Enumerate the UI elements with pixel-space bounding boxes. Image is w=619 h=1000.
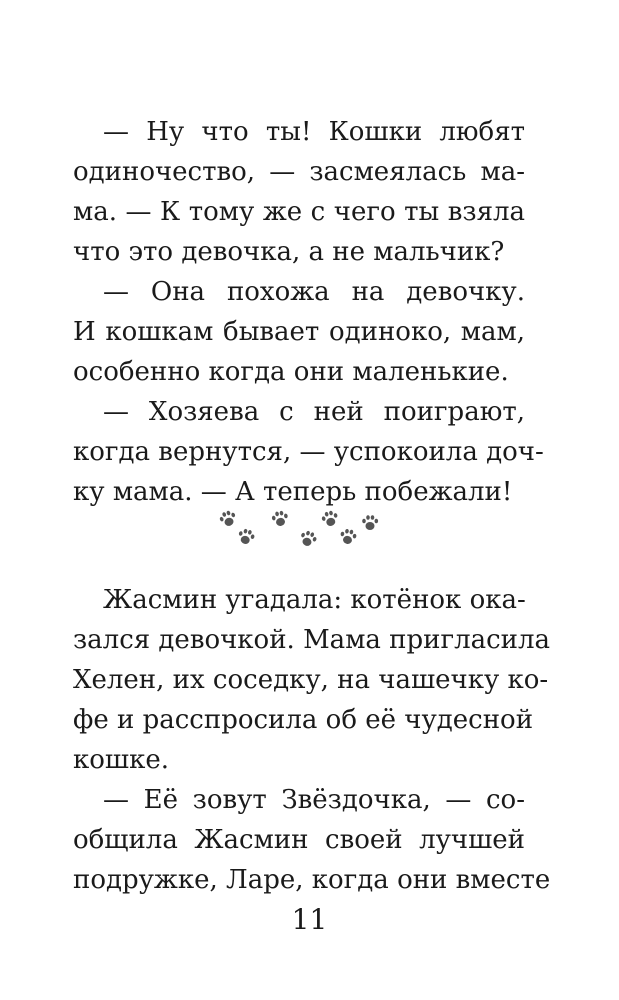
text-line: — Она похожа на девочку. (103, 277, 525, 307)
text-line: особенно когда они маленькие. (73, 357, 509, 387)
text-line: Хелен, их соседку, на чашечку ко- (73, 665, 549, 695)
text-line: И кошкам бывает одиноко, мам, (73, 317, 525, 347)
paw-print-icon (295, 526, 321, 552)
text-line: одиночество, — засмеялась ма- (73, 157, 525, 187)
text-line: когда вернутся, — успокоила доч- (73, 437, 544, 467)
text-line: что это девочка, а не мальчик? (73, 237, 505, 267)
text-line: — Хозяева с ней поиграют, (103, 397, 525, 427)
text-line: — Её зовут Звёздочка, — со- (103, 785, 525, 815)
page-number: 11 (291, 903, 328, 936)
text-line: общила Жасмин своей лучшей (73, 825, 525, 855)
text-line: фе и расспросила об её чудесной (73, 705, 534, 735)
paw-print-icon (360, 513, 380, 533)
text-line: ма. — К тому же с чего ты взяла (73, 197, 525, 227)
text-line: — Ну что ты! Кошки любят (103, 117, 525, 147)
paw-prints-icon (210, 505, 380, 555)
paw-print-icon (336, 525, 359, 548)
text-line: кошке. (73, 745, 169, 775)
text-line: подружке, Ларе, когда они вместе (73, 865, 551, 895)
text-line: зался девочкой. Мама пригласила (73, 625, 551, 655)
text-line: Жасмин угадала: котёнок ока- (103, 585, 526, 615)
paw-print-icon (268, 507, 291, 530)
text-line: ку мама. — А теперь побежали! (73, 477, 513, 507)
paw-print-icon (234, 525, 258, 549)
